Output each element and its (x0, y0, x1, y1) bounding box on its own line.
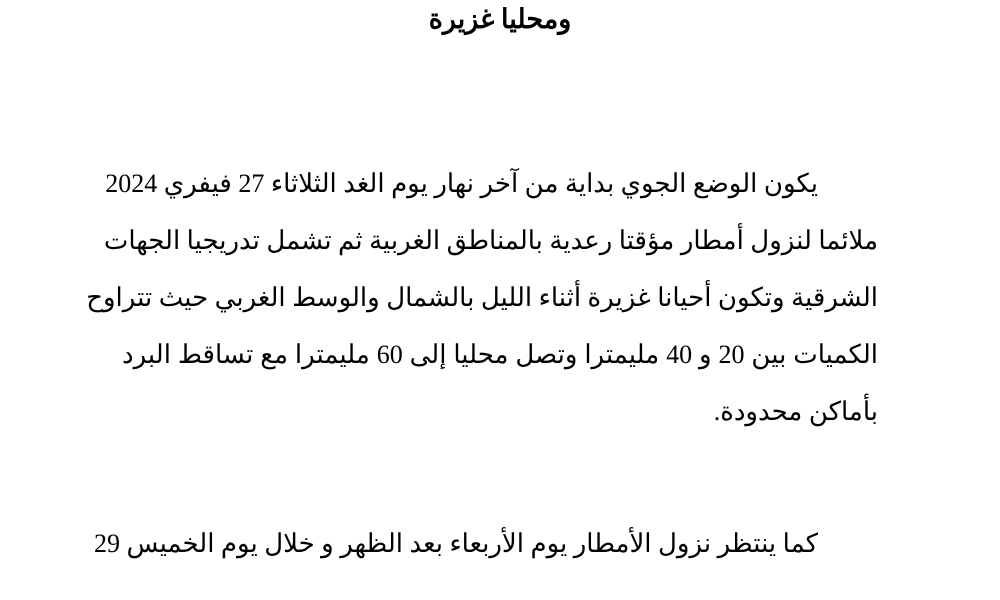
paragraph-weather-forecast (86, 155, 879, 440)
paragraph-line: ملائما لنزول أمطار مؤقتا رعدية بالمناطق الغربية ثم تشمل تدريجيا الجهات (103, 226, 878, 255)
paragraph-continued-forecast (93, 515, 878, 572)
document-title: ومحليا غزيرة (428, 4, 572, 34)
paragraph-line: بأماكن محدودة. (713, 397, 878, 426)
paragraph-line: يكون الوضع الجوي بداية من آخر نهار يوم الغد الثلاثاء 27 فيفري 2024 (105, 169, 818, 198)
paragraph-line: الكميات بين 20 و 40 مليمترا وتصل محليا إلى 60 مليمترا مع تساقط البرد (122, 340, 879, 369)
paragraph-line: الشرقية وتكون أحيانا غزيرة أثناء الليل بالشمال والوسط الغربي حيث تتراوح (86, 283, 878, 312)
paragraph-line: كما ينتظر نزول الأمطار يوم الأربعاء بعد الظهر و خلال يوم الخميس 29 (93, 529, 818, 558)
